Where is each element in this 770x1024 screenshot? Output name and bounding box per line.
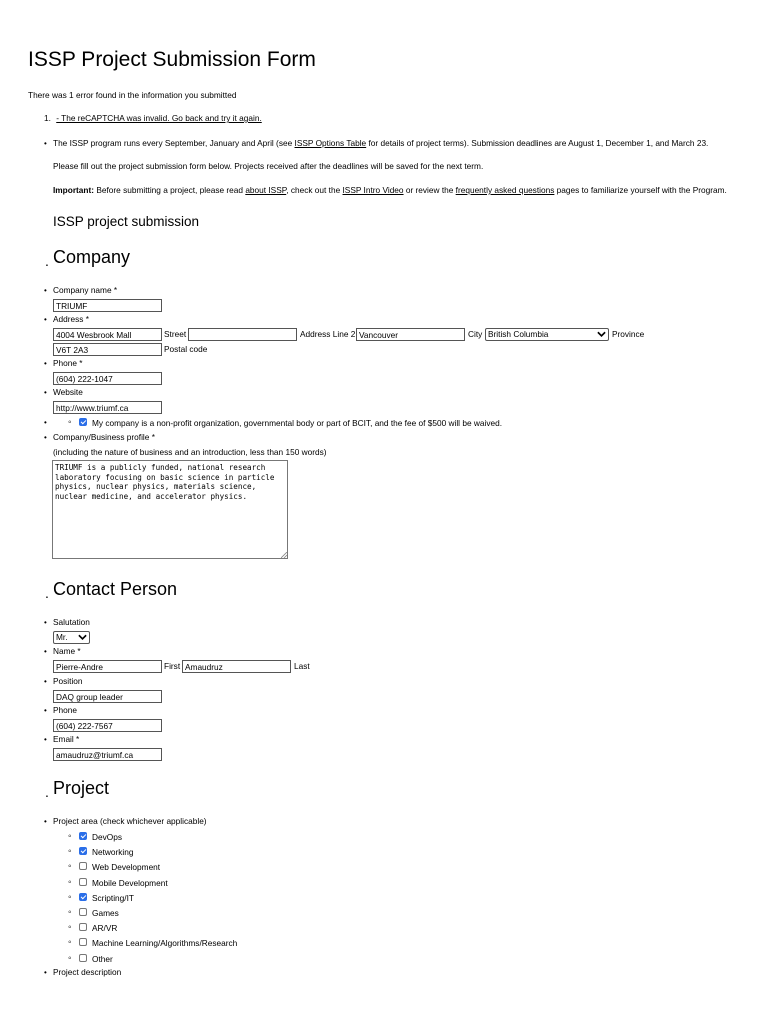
project-area-checkbox[interactable] [79, 908, 87, 916]
project-description-label: • Project description [53, 968, 121, 978]
position-input[interactable] [53, 690, 162, 703]
company-phone-input[interactable] [53, 372, 162, 385]
error-number: 1. [44, 113, 51, 123]
page-title: ISSP Project Submission Form [28, 48, 316, 71]
contact-heading: Contact Person [53, 579, 178, 599]
salutation-select[interactable] [53, 631, 90, 644]
company-name-label: • Company name * [53, 286, 117, 296]
section-marker: . [45, 784, 49, 800]
salutation-value: Mr. [56, 631, 68, 642]
address-label: • Address * [53, 315, 89, 325]
project-area-checkbox[interactable] [79, 938, 87, 946]
project-area-label: Games [92, 908, 119, 918]
province-select[interactable] [485, 328, 609, 341]
chevron-down-icon [78, 634, 87, 641]
chevron-down-icon [597, 331, 606, 338]
postal-code-label: Postal code [164, 344, 208, 354]
street-label: Street [164, 329, 187, 339]
nonprofit-checkbox[interactable] [79, 418, 87, 426]
project-area-checkbox[interactable] [79, 893, 87, 901]
project-area-checkbox[interactable] [79, 923, 87, 931]
project-area-label: Networking [92, 847, 134, 858]
error-list-item [44, 114, 262, 124]
project-area-checkbox[interactable] [79, 878, 87, 886]
contact-phone-input[interactable] [53, 719, 162, 732]
salutation-label: • Salutation [53, 618, 90, 628]
email-input[interactable] [53, 748, 162, 761]
email-label: • Email * [53, 735, 79, 745]
company-profile-textarea[interactable] [52, 460, 288, 559]
project-area-checkbox[interactable] [79, 832, 87, 840]
city-label: City [468, 329, 483, 339]
address-line2-input[interactable] [188, 328, 297, 341]
contact-name-label: • Name * [53, 647, 81, 657]
contact-phone-label: • Phone [53, 706, 77, 716]
intro-video-link[interactable]: ISSP Intro Video [342, 185, 404, 195]
first-name-input[interactable] [53, 660, 162, 673]
project-area-label: Machine Learning/Algorithms/Research [92, 938, 238, 949]
project-area-label: Web Development [92, 862, 161, 873]
province-value: British Columbia [488, 328, 549, 339]
project-area-checkbox[interactable] [79, 954, 87, 962]
company-name-input[interactable] [53, 299, 162, 312]
faq-link[interactable]: frequently asked questions [455, 185, 555, 195]
company-phone-label: • Phone * [53, 359, 83, 369]
resize-handle-icon[interactable] [281, 552, 287, 558]
postal-code-input[interactable] [53, 343, 162, 356]
section-marker: . [45, 585, 49, 601]
recaptcha-error-link[interactable]: - The reCAPTCHA was invalid. Go back and try it again. [56, 113, 262, 123]
nonprofit-label: My company is a non-profit organization, governmental body or part of BCIT, and the fee of $500 will be waived. [92, 418, 502, 428]
intro-paragraph-3: Important: Before submitting a project, please read about ISSP, check out the ISSP Intro Video or review the frequently asked questions pages to familiarize yourself with the Program. [53, 185, 727, 195]
province-label: Province [612, 329, 645, 339]
project-area-label: • Project area (check whichever applicable) [53, 817, 207, 827]
address-line2-label: Address Line 2 [300, 329, 356, 339]
street-input[interactable] [53, 328, 162, 341]
error-summary: There was 1 error found in the information you submitted [28, 90, 237, 100]
last-name-input[interactable] [182, 660, 291, 673]
project-heading: Project [53, 778, 110, 798]
project-area-label: Mobile Development [92, 877, 168, 888]
city-input[interactable] [356, 328, 465, 341]
intro-paragraph-1: • The ISSP program runs every September, January and April (see ISSP Options Table for details of project terms). Submission deadlines are August 1, December 1, and March 23. [53, 139, 708, 149]
project-area-label: Scripting/IT [92, 892, 134, 903]
intro-paragraph-2: Please fill out the project submission form below. Projects received after the deadlines will be saved for the next term. [53, 161, 484, 171]
profile-label: • Company/Business profile * [53, 433, 155, 443]
project-area-label: AR/VR [92, 923, 118, 934]
project-area-label: DevOps [92, 832, 122, 842]
profile-hint: (including the nature of business and an introduction, less than 150 words) [53, 447, 327, 457]
last-name-label: Last [294, 661, 310, 671]
project-area-checkbox[interactable] [79, 847, 87, 855]
options-table-link[interactable]: ISSP Options Table [294, 138, 367, 148]
project-area-label: Other [92, 953, 113, 964]
about-issp-link[interactable]: about ISSP [245, 185, 287, 195]
position-label: • Position [53, 677, 83, 687]
form-heading: ISSP project submission [53, 214, 200, 229]
company-heading: Company [53, 247, 131, 267]
website-label: • Website [53, 388, 83, 398]
project-area-checkbox[interactable] [79, 862, 87, 870]
website-input[interactable] [53, 401, 162, 414]
first-name-label: First [164, 661, 181, 671]
section-marker: . [45, 253, 49, 269]
